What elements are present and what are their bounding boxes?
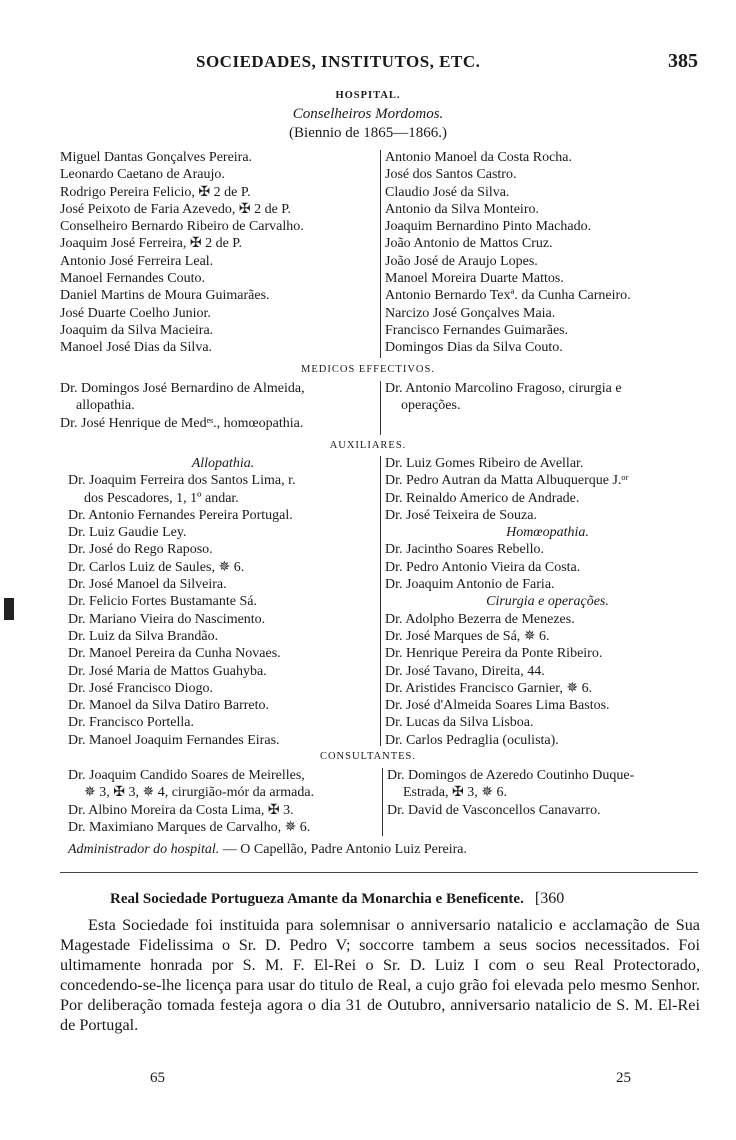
- list-item: Dr. Joaquim Ferreira dos Santos Lima, r.: [68, 473, 296, 489]
- society-heading-line: [110, 888, 710, 908]
- list-item: Joaquim José Ferreira, ✠ 2 de P.: [60, 236, 243, 252]
- margin-stamp: [4, 598, 14, 620]
- conselheiros-left: [60, 149, 378, 357]
- list-item: Dr. Lucas da Silva Lisboa.: [385, 715, 534, 731]
- list-item: Dr. Felicio Fortes Bustamante Sá.: [68, 594, 257, 610]
- list-item: Dr. Francisco Portella.: [68, 715, 194, 731]
- list-item: Antonio José Ferreira Leal.: [60, 253, 214, 269]
- conselheiros-right: [385, 149, 705, 357]
- list-item: Dr. Reinaldo Americo de Andrade.: [385, 490, 580, 506]
- list-item: Miguel Dantas Gonçalves Pereira.: [60, 150, 253, 165]
- list-item: João Antonio de Mattos Cruz.: [385, 236, 553, 252]
- society-ref: [360: [534, 890, 565, 907]
- list-item: Dr. Pedro Antonio Vieira da Costa.: [385, 559, 581, 575]
- page-header: [0, 52, 736, 76]
- society-paragraph: Esta Sociedade foi instituida para solemnisar o anniversario natalicio e acclamação de Sua Magestade Fidelissima o Sr. D. Pedro V; soccorre tambem a seus socios necessitados. Foi ultimamente honrada por S. M. F. El-Rei o Sr. D. Luiz I com o seu Real Protectorado, concedendo-se-lhe licença para usar do titulo de Real, a cujo grão foi elevada pelo mesmo Senhor. Por deliberação tomada festeja agora o dia 31 de Outubro, anniversario natalicio de S. M. El-Rei de Portugal.: [60, 916, 700, 1034]
- medicos-right: [385, 380, 705, 415]
- list-item: Dr. José Maria de Mattos Guahyba.: [68, 663, 267, 679]
- running-title: SOCIEDADES, INSTITUTOS, ETC.: [196, 52, 481, 71]
- list-item: Antonio Bernardo Texª. da Cunha Carneiro.: [385, 288, 631, 304]
- list-item: Manoel Moreira Duarte Mattos.: [385, 271, 564, 287]
- list-item: Dr. José Teixeira de Souza.: [385, 507, 537, 523]
- list-item: Leonardo Caetano de Araujo.: [60, 167, 225, 183]
- list-item: Francisco Fernandes Guimarães.: [385, 322, 569, 338]
- list-item: ✵ 3, ✠ 3, ✵ 4, cirurgião-mór da armada.: [84, 785, 315, 801]
- list-item: Dr. José Marques de Sá, ✵ 6.: [385, 628, 550, 644]
- auxiliares-left: [68, 455, 378, 749]
- list-item: Dr. Carlos Luiz de Saules, ✵ 6.: [68, 559, 245, 575]
- list-item: Dr. Domingos José Bernardino de Almeida,: [60, 381, 305, 396]
- list-item: Claudio José da Silva.: [385, 184, 510, 200]
- auxiliares-title: AUXILIARES.: [329, 440, 407, 451]
- list-item: allopathia.: [76, 398, 135, 414]
- medicos-title: MEDICOS EFFECTIVOS.: [301, 364, 435, 375]
- list-item: Dr. Carlos Pedraglia (oculista).: [385, 732, 559, 748]
- list-item: Narcizo José Gonçalves Maia.: [385, 305, 556, 321]
- list-item: Dr. José Henrique de Medᵉˢ., homœopathia.: [60, 415, 304, 431]
- list-item: Estrada, ✠ 3, ✵ 6.: [403, 785, 507, 801]
- subheading: Cirurgia e operações.: [486, 594, 609, 610]
- section-rule: [60, 872, 698, 873]
- list-item: Dr. José d'Almeida Soares Lima Bastos.: [385, 698, 610, 714]
- list-item: Dr. Adolpho Bezerra de Menezes.: [385, 611, 575, 627]
- list-item: Manoel José Dias da Silva.: [60, 340, 213, 356]
- column-divider: [380, 381, 381, 435]
- list-item: dos Pescadores, 1, 1º andar.: [84, 490, 239, 506]
- list-item: Daniel Martins de Moura Guimarães.: [60, 288, 270, 304]
- list-item: Joaquim Bernardino Pinto Machado.: [385, 219, 592, 235]
- medicos-left: [60, 380, 378, 432]
- page-number: 385: [668, 50, 698, 72]
- footer-left: 65: [150, 1070, 165, 1086]
- list-item: Antonio da Silva Monteiro.: [385, 201, 539, 217]
- column-divider: [380, 456, 381, 746]
- column-divider: [380, 150, 381, 358]
- list-item: Manoel Fernandes Couto.: [60, 271, 206, 287]
- list-item: Conselheiro Bernardo Ribeiro de Carvalho.: [60, 219, 304, 235]
- list-item: Rodrigo Pereira Felicio, ✠ 2 de P.: [60, 184, 251, 200]
- list-item: Dr. Manoel Pereira da Cunha Novaes.: [68, 646, 281, 662]
- list-item: Dr. Albino Moreira da Costa Lima, ✠ 3.: [68, 802, 294, 818]
- consultantes-left: [68, 767, 378, 836]
- list-item: Dr. Luiz Gomes Ribeiro de Avellar.: [385, 456, 584, 471]
- list-item: Dr. Luiz Gaudie Ley.: [68, 525, 187, 541]
- footer-right: 25: [616, 1070, 631, 1086]
- list-item: Dr. Pedro Autran da Matta Albuquerque J.ᵒʳ: [385, 473, 629, 489]
- list-item: Dr. Aristides Francisco Garnier, ✵ 6.: [385, 680, 593, 696]
- list-item: Dr. Henrique Pereira da Ponte Ribeiro.: [385, 646, 603, 662]
- list-item: operações.: [401, 398, 461, 414]
- consultantes-right: [387, 767, 712, 819]
- auxiliares-right: [385, 455, 710, 749]
- list-item: José dos Santos Castro.: [385, 167, 517, 183]
- list-item: Dr. Antonio Marcolino Fragoso, cirurgia e: [385, 381, 622, 396]
- list-item: Dr. Luiz da Silva Brandão.: [68, 628, 219, 644]
- administrador-line: [68, 841, 708, 858]
- list-item: Dr. José Francisco Diogo.: [68, 680, 214, 696]
- column-divider: [382, 768, 383, 836]
- list-item: Dr. Manoel Joaquim Fernandes Eiras.: [68, 732, 280, 748]
- administrador-text: — O Capellão, Padre Antonio Luiz Pereira.: [222, 842, 467, 857]
- list-item: Joaquim da Silva Macieira.: [60, 322, 214, 338]
- list-item: Dr. José do Rego Raposo.: [68, 542, 213, 558]
- list-item: Dr. Joaquim Candido Soares de Meirelles,: [68, 768, 305, 783]
- list-item: Dr. Joaquim Antonio de Faria.: [385, 577, 555, 593]
- administrador-label: Administrador do hospital.: [68, 842, 220, 857]
- list-item: Dr. Antonio Fernandes Pereira Portugal.: [68, 507, 293, 523]
- consultantes-title: CONSULTANTES.: [319, 751, 417, 762]
- list-item: Antonio Manoel da Costa Rocha.: [385, 150, 573, 165]
- list-item: Dr. Domingos de Azeredo Coutinho Duque-: [387, 768, 635, 783]
- conselheiros-title: Conselheiros Mordomos.: [292, 106, 444, 122]
- biennio: (Biennio de 1865—1866.): [289, 125, 447, 141]
- list-item: Dr. Manoel da Silva Datiro Barreto.: [68, 698, 270, 714]
- list-item: Domingos Dias da Silva Couto.: [385, 340, 563, 356]
- list-item: João José de Araujo Lopes.: [385, 253, 538, 269]
- subheading: Homœopathia.: [506, 525, 589, 541]
- list-item: Dr. Maximiano Marques de Carvalho, ✵ 6.: [68, 819, 311, 835]
- list-item: Dr. David de Vasconcellos Canavarro.: [387, 802, 601, 818]
- list-item: José Peixoto de Faria Azevedo, ✠ 2 de P.: [60, 201, 292, 217]
- list-item: Dr. Jacintho Soares Rebello.: [385, 542, 545, 558]
- list-item: Dr. José Tavano, Direita, 44.: [385, 663, 545, 679]
- list-item: José Duarte Coelho Junior.: [60, 305, 211, 321]
- hospital-title: HOSPITAL.: [335, 90, 401, 101]
- list-item: Dr. José Manoel da Silveira.: [68, 577, 227, 593]
- society-heading: Real Sociedade Portugueza Amante da Monarchia e Beneficente.: [110, 891, 524, 907]
- list-item: Dr. Mariano Vieira do Nascimento.: [68, 611, 266, 627]
- subheading: Allopathia.: [191, 456, 255, 471]
